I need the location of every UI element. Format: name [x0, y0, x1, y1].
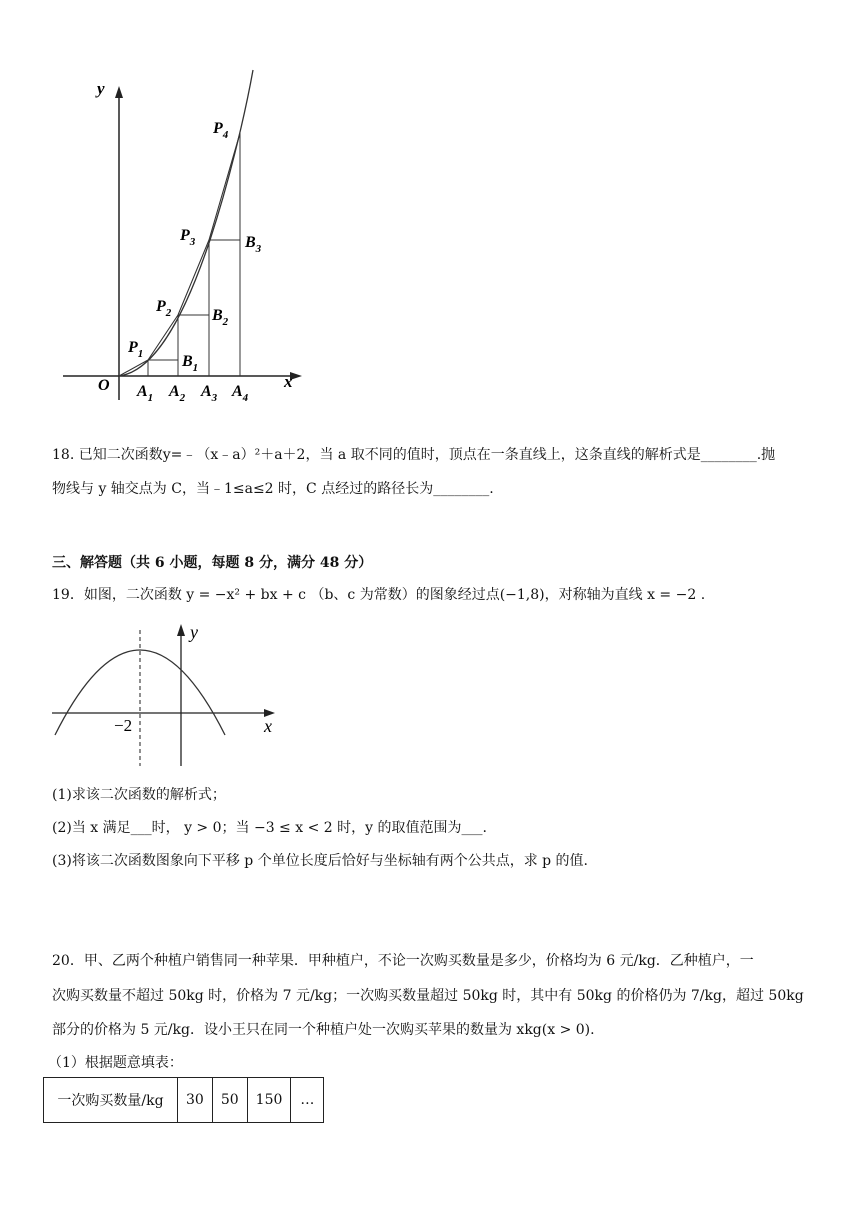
q20-line2: 次购买数量不超过 50kg 时，价格为 7 元/kg；一次购买数量超过 50kg 时，其中有 50kg 的价格仍为 7/kg，超过 50kg	[52, 988, 804, 1004]
table-cell: 150	[247, 1078, 291, 1123]
table-row	[44, 1078, 324, 1123]
table-cell: 30	[178, 1078, 213, 1123]
label-origin: O	[98, 377, 110, 394]
label-a1: $A_1$	[137, 383, 154, 404]
label-b1: $B_1$	[182, 353, 199, 374]
label-p2: $P_2$	[156, 298, 172, 319]
label-p3: $P_3$	[180, 227, 196, 248]
label-a3: $A_3$	[201, 383, 218, 404]
label-y: y	[97, 79, 105, 98]
q19-sub3: (3)将该二次函数图象向下平移 p 个单位长度后恰好与坐标轴有两个公共点，求 p 的值.	[52, 853, 589, 869]
label-p1: $P_1$	[128, 339, 144, 360]
label-b3: $B_3$	[245, 234, 262, 255]
q19-line1: 19．如图，二次函数 y = −x² + bx + c （b、c 为常数）的图象经过点(−1,8)，对称轴为直线 x = −2 .	[52, 587, 706, 603]
section-title: 三、解答题（共 6 小题，每题 8 分，满分 48 分）	[52, 555, 373, 571]
label-a4: $A_4$	[232, 383, 249, 404]
table-cell: 50	[212, 1078, 247, 1123]
label-b2: $B_2$	[212, 307, 229, 328]
figure-staircase-curve	[55, 65, 315, 410]
fig2-label-y: y	[190, 622, 198, 642]
q19-sub1: (1)求该二次函数的解析式；	[52, 787, 226, 803]
label-x: x	[284, 372, 293, 391]
q19-sub2: (2)当 x 满足___时， y > 0；当 −3 ≤ x < 2 时，y 的取值范围为___.	[52, 820, 487, 836]
table-header-cell: 一次购买数量/kg	[44, 1078, 178, 1123]
label-p4: $P_4$	[213, 120, 229, 141]
q20-sub1: （1）根据题意填表：	[48, 1055, 183, 1071]
label-a2: $A_2$	[169, 383, 186, 404]
q18-line1: 18. 已知二次函数y=﹣（x﹣a）²＋a＋2，当 a 取不同的值时，顶点在一条直线上，这条直线的解析式是________.抛	[52, 447, 776, 463]
figure-parabola	[45, 618, 285, 770]
fill-in-table	[43, 1077, 324, 1123]
q20-line1: 20．甲、乙两个种植户销售同一种苹果．甲种植户，不论一次购买数量是多少，价格均为 6 元/kg．乙种植户，一	[52, 953, 754, 969]
q20-line3: 部分的价格为 5 元/kg．设小王只在同一个种植户处一次购买苹果的数量为 xkg(x > 0).	[52, 1022, 595, 1038]
table-cell: …	[291, 1078, 324, 1123]
fig2-label-x: x	[264, 716, 272, 736]
q18-line2: 物线与 y 轴交点为 C，当﹣1≤a≤2 时，C 点经过的路径长为________.	[52, 481, 494, 497]
fig2-tick-neg2: −2	[114, 716, 133, 735]
